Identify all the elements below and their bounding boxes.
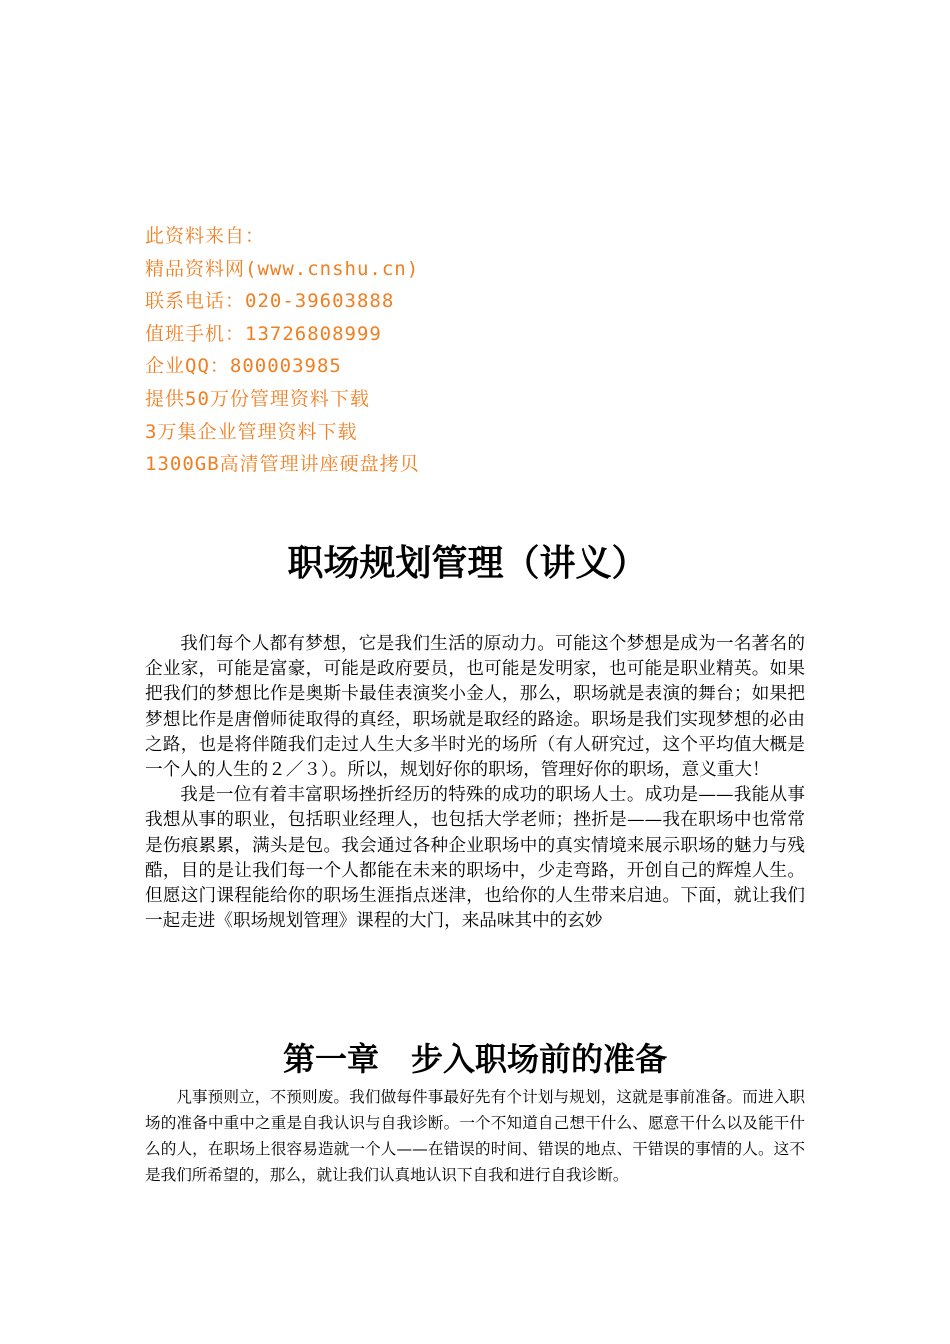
source-info-line: 1300GB高清管理讲座硬盘拷贝 — [145, 453, 420, 476]
source-info-line: 企业QQ：800003985 — [145, 355, 342, 378]
source-info-line: 精品资料网(www.cnshu.cn) — [145, 257, 420, 280]
source-info-line: 联系电话：020-39603888 — [145, 290, 395, 313]
intro-paragraph: 我们每个人都有梦想，它是我们生活的原动力。可能这个梦想是成为一名著名的企业家，可能是富豪，可能是政府要员，也可能是发明家，也可能是职业精英。如果把我们的梦想比作是奥斯卡最佳表演奖小金人，那么，职场就是表演的舞台；如果把梦想比作是唐僧师徒取得的真经，职场就是取经的路途。职场是我们实现梦想的必由之路，也是将伴随我们走过人生大多半时光的场所（有人研究过，这个平均值大概是一个人的人生的２／３）。所以，规划好你的职场，管理好你的职场，意义重大！ — [145, 634, 805, 781]
chapter-paragraph: 凡事预则立，不预则废。我们做每件事最好先有个计划与规划，这就是事前准备。而进入职场的准备中重中之重是自我认识与自我诊断。一个不知道自己想干什么、愿意干什么以及能干什么的人，在职场上很容易造就一个人——在错误的时间、错误的地点、干错误的事情的人。这不是我们所希望的，那么，就让我们认真地认识下自我和进行自我诊断。 — [145, 1088, 805, 1184]
document-title: 职场规划管理（讲义） — [287, 543, 648, 584]
source-info-line: 值班手机：13726808999 — [145, 322, 382, 345]
chapter-title: 第一章 步入职场前的准备 — [282, 1040, 667, 1078]
source-info-line: 提供50万份管理资料下载 — [145, 387, 370, 410]
chapter-body — [145, 1084, 805, 1188]
source-info-line: 3万集企业管理资料下载 — [145, 420, 358, 443]
source-info-block — [145, 220, 805, 481]
source-info-line: 此资料来自： — [145, 225, 266, 247]
intro-paragraph: 我是一位有着丰富职场挫折经历的特殊的成功的职场人士。成功是——我能从事我想从事的职业，包括职业经理人，也包括大学老师；挫折是——我在职场中也常常是伤痕累累，满头是包。我会通过各种企业职场中的真实情境来展示职场的魅力与残酷，目的是让我们每一个人都能在未来的职场中，少走弯路，开创自己的辉煌人生。但愿这门课程能给你的职场生涯指点迷津，也给你的人生带来启迪。下面，就让我们一起走进《职场规划管理》课程的大门，来品味其中的玄妙 — [145, 785, 805, 932]
intro-section — [145, 632, 805, 934]
